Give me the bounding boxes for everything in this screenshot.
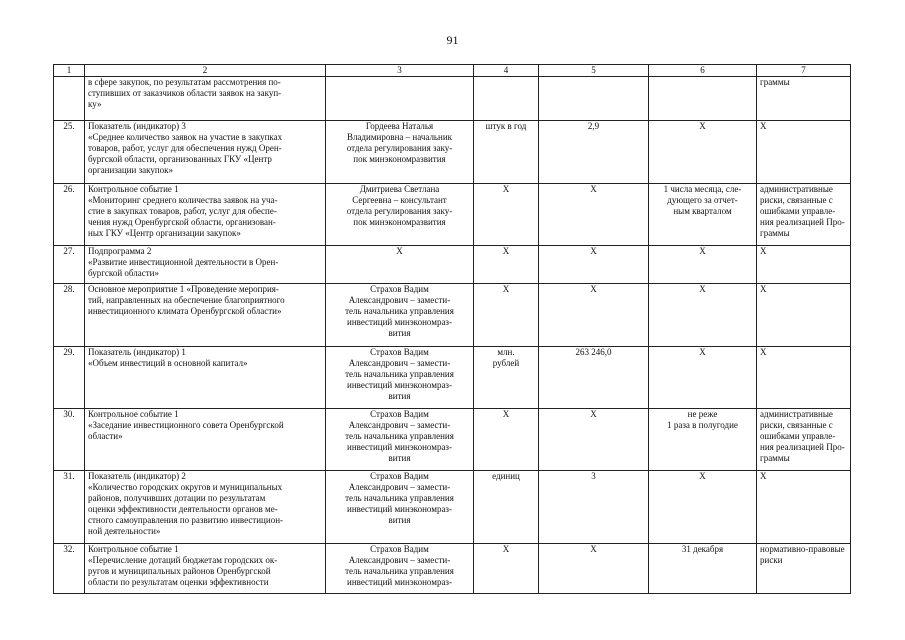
deadline (649, 77, 757, 121)
table-row (54, 347, 851, 409)
column-number: 3 (326, 65, 474, 77)
row-number: 25. (54, 121, 85, 184)
unit: единиц (474, 471, 539, 544)
unit: Х (474, 284, 539, 347)
unit: Х (474, 184, 539, 246)
risks: административные риски, связанные с ошибками управле- ния реализацией Про- граммы (757, 409, 851, 471)
item-name: Контрольное событие 1 «Перечисление дотаций бюджетам городских ок- ругов и муниципальных районов Оренбургской области по результатам оценки эффективности (85, 544, 326, 594)
table-row (54, 77, 851, 121)
deadline: 31 декабря (649, 544, 757, 594)
column-number: 6 (649, 65, 757, 77)
unit (474, 77, 539, 121)
responsible-person: Гордеева Наталья Владимировна – начальник отдела регулирования заку- пок минэкономразвития (326, 121, 474, 184)
target-value: Х (539, 409, 649, 471)
target-value: Х (539, 284, 649, 347)
row-number (54, 77, 85, 121)
unit: Х (474, 409, 539, 471)
risks: административные риски, связанные с ошибками управле- ния реализацией Про- граммы (757, 184, 851, 246)
responsible-person: Страхов Вадим Александрович – замести- тель начальника управления инвестиций минэкономраз- (326, 544, 474, 594)
risks: Х (757, 246, 851, 284)
table-row (54, 246, 851, 284)
target-value: Х (539, 184, 649, 246)
row-number: 27. (54, 246, 85, 284)
table-row (54, 409, 851, 471)
responsible-person: Страхов Вадим Александрович – замести- тель начальника управления инвестиций минэкономраз- вития (326, 471, 474, 544)
row-number: 28. (54, 284, 85, 347)
risks: Х (757, 284, 851, 347)
item-name: Показатель (индикатор) 3 «Среднее количество заявок на участие в закупках товаров, работ, услуг для обеспечения нужд Орен- бургской области, организованных ГКУ «Центр организации закупок» (85, 121, 326, 184)
responsible-person (326, 77, 474, 121)
risks: Х (757, 121, 851, 184)
column-number: 4 (474, 65, 539, 77)
responsible-person: Страхов Вадим Александрович – замести- тель начальника управления инвестиций минэкономраз- вития (326, 409, 474, 471)
table-row (54, 544, 851, 594)
unit: Х (474, 246, 539, 284)
deadline: Х (649, 471, 757, 544)
table-body (54, 65, 851, 594)
item-name: Показатель (индикатор) 2 «Количество городских округов и муниципальных районов, получивших дотации по результатам оценки эффективности деятельности органов ме- стного самоуправления по развитию инвестицион- ной деятельности» (85, 471, 326, 544)
item-name: в сфере закупок, по результатам рассмотрения по- ступивших от заказчиков области заявок на закуп- ку» (85, 77, 326, 121)
deadline: Х (649, 284, 757, 347)
target-value: 3 (539, 471, 649, 544)
unit: штук в год (474, 121, 539, 184)
table-row (54, 184, 851, 246)
row-number: 32. (54, 544, 85, 594)
risks: нормативно-правовые риски (757, 544, 851, 594)
deadline: Х (649, 246, 757, 284)
row-number: 30. (54, 409, 85, 471)
target-value: 263 246,0 (539, 347, 649, 409)
responsible-person: Страхов Вадим Александрович – замести- тель начальника управления инвестиций минэкономраз- вития (326, 284, 474, 347)
target-value: Х (539, 246, 649, 284)
item-name: Контрольное событие 1 «Заседание инвестиционного совета Оренбургской области» (85, 409, 326, 471)
target-value: 2,9 (539, 121, 649, 184)
risks: граммы (757, 77, 851, 121)
risks: Х (757, 347, 851, 409)
row-number: 26. (54, 184, 85, 246)
item-name: Подпрограмма 2 «Развитие инвестиционной деятельности в Орен- бургской области» (85, 246, 326, 284)
item-name: Показатель (индикатор) 1 «Объем инвестиций в основной капитал» (85, 347, 326, 409)
column-number-row (54, 65, 851, 77)
unit: млн. рублей (474, 347, 539, 409)
unit: Х (474, 544, 539, 594)
risks: Х (757, 471, 851, 544)
deadline: Х (649, 347, 757, 409)
responsible-person: Х (326, 246, 474, 284)
table-row (54, 121, 851, 184)
column-number: 5 (539, 65, 649, 77)
row-number: 31. (54, 471, 85, 544)
column-number: 1 (54, 65, 85, 77)
column-number: 7 (757, 65, 851, 77)
program-table (53, 64, 851, 594)
row-number: 29. (54, 347, 85, 409)
responsible-person: Дмитриева Светлана Сергеевна – консультант отдела регулирования заку- пок минэкономразвития (326, 184, 474, 246)
column-number: 2 (85, 65, 326, 77)
deadline: Х (649, 121, 757, 184)
item-name: Контрольное событие 1 «Мониторинг среднего количества заявок на уча- стие в закупках товаров, работ, услуг для обеспе- чения нужд Оренбургской области, организован- ных ГКУ «Центр организации закупок» (85, 184, 326, 246)
responsible-person: Страхов Вадим Александрович – замести- тель начальника управления инвестиций минэкономраз- вития (326, 347, 474, 409)
target-value: Х (539, 544, 649, 594)
deadline: 1 числа месяца, сле- дующего за отчет- ным кварталом (649, 184, 757, 246)
table-row (54, 284, 851, 347)
item-name: Основное мероприятие 1 «Проведение мероприя- тий, направленных на обеспечение благоприятного инвестиционного климата Оренбургской области» (85, 284, 326, 347)
deadline: не реже 1 раза в полугодие (649, 409, 757, 471)
target-value (539, 77, 649, 121)
page-number: 91 (446, 33, 459, 47)
table-row (54, 471, 851, 544)
